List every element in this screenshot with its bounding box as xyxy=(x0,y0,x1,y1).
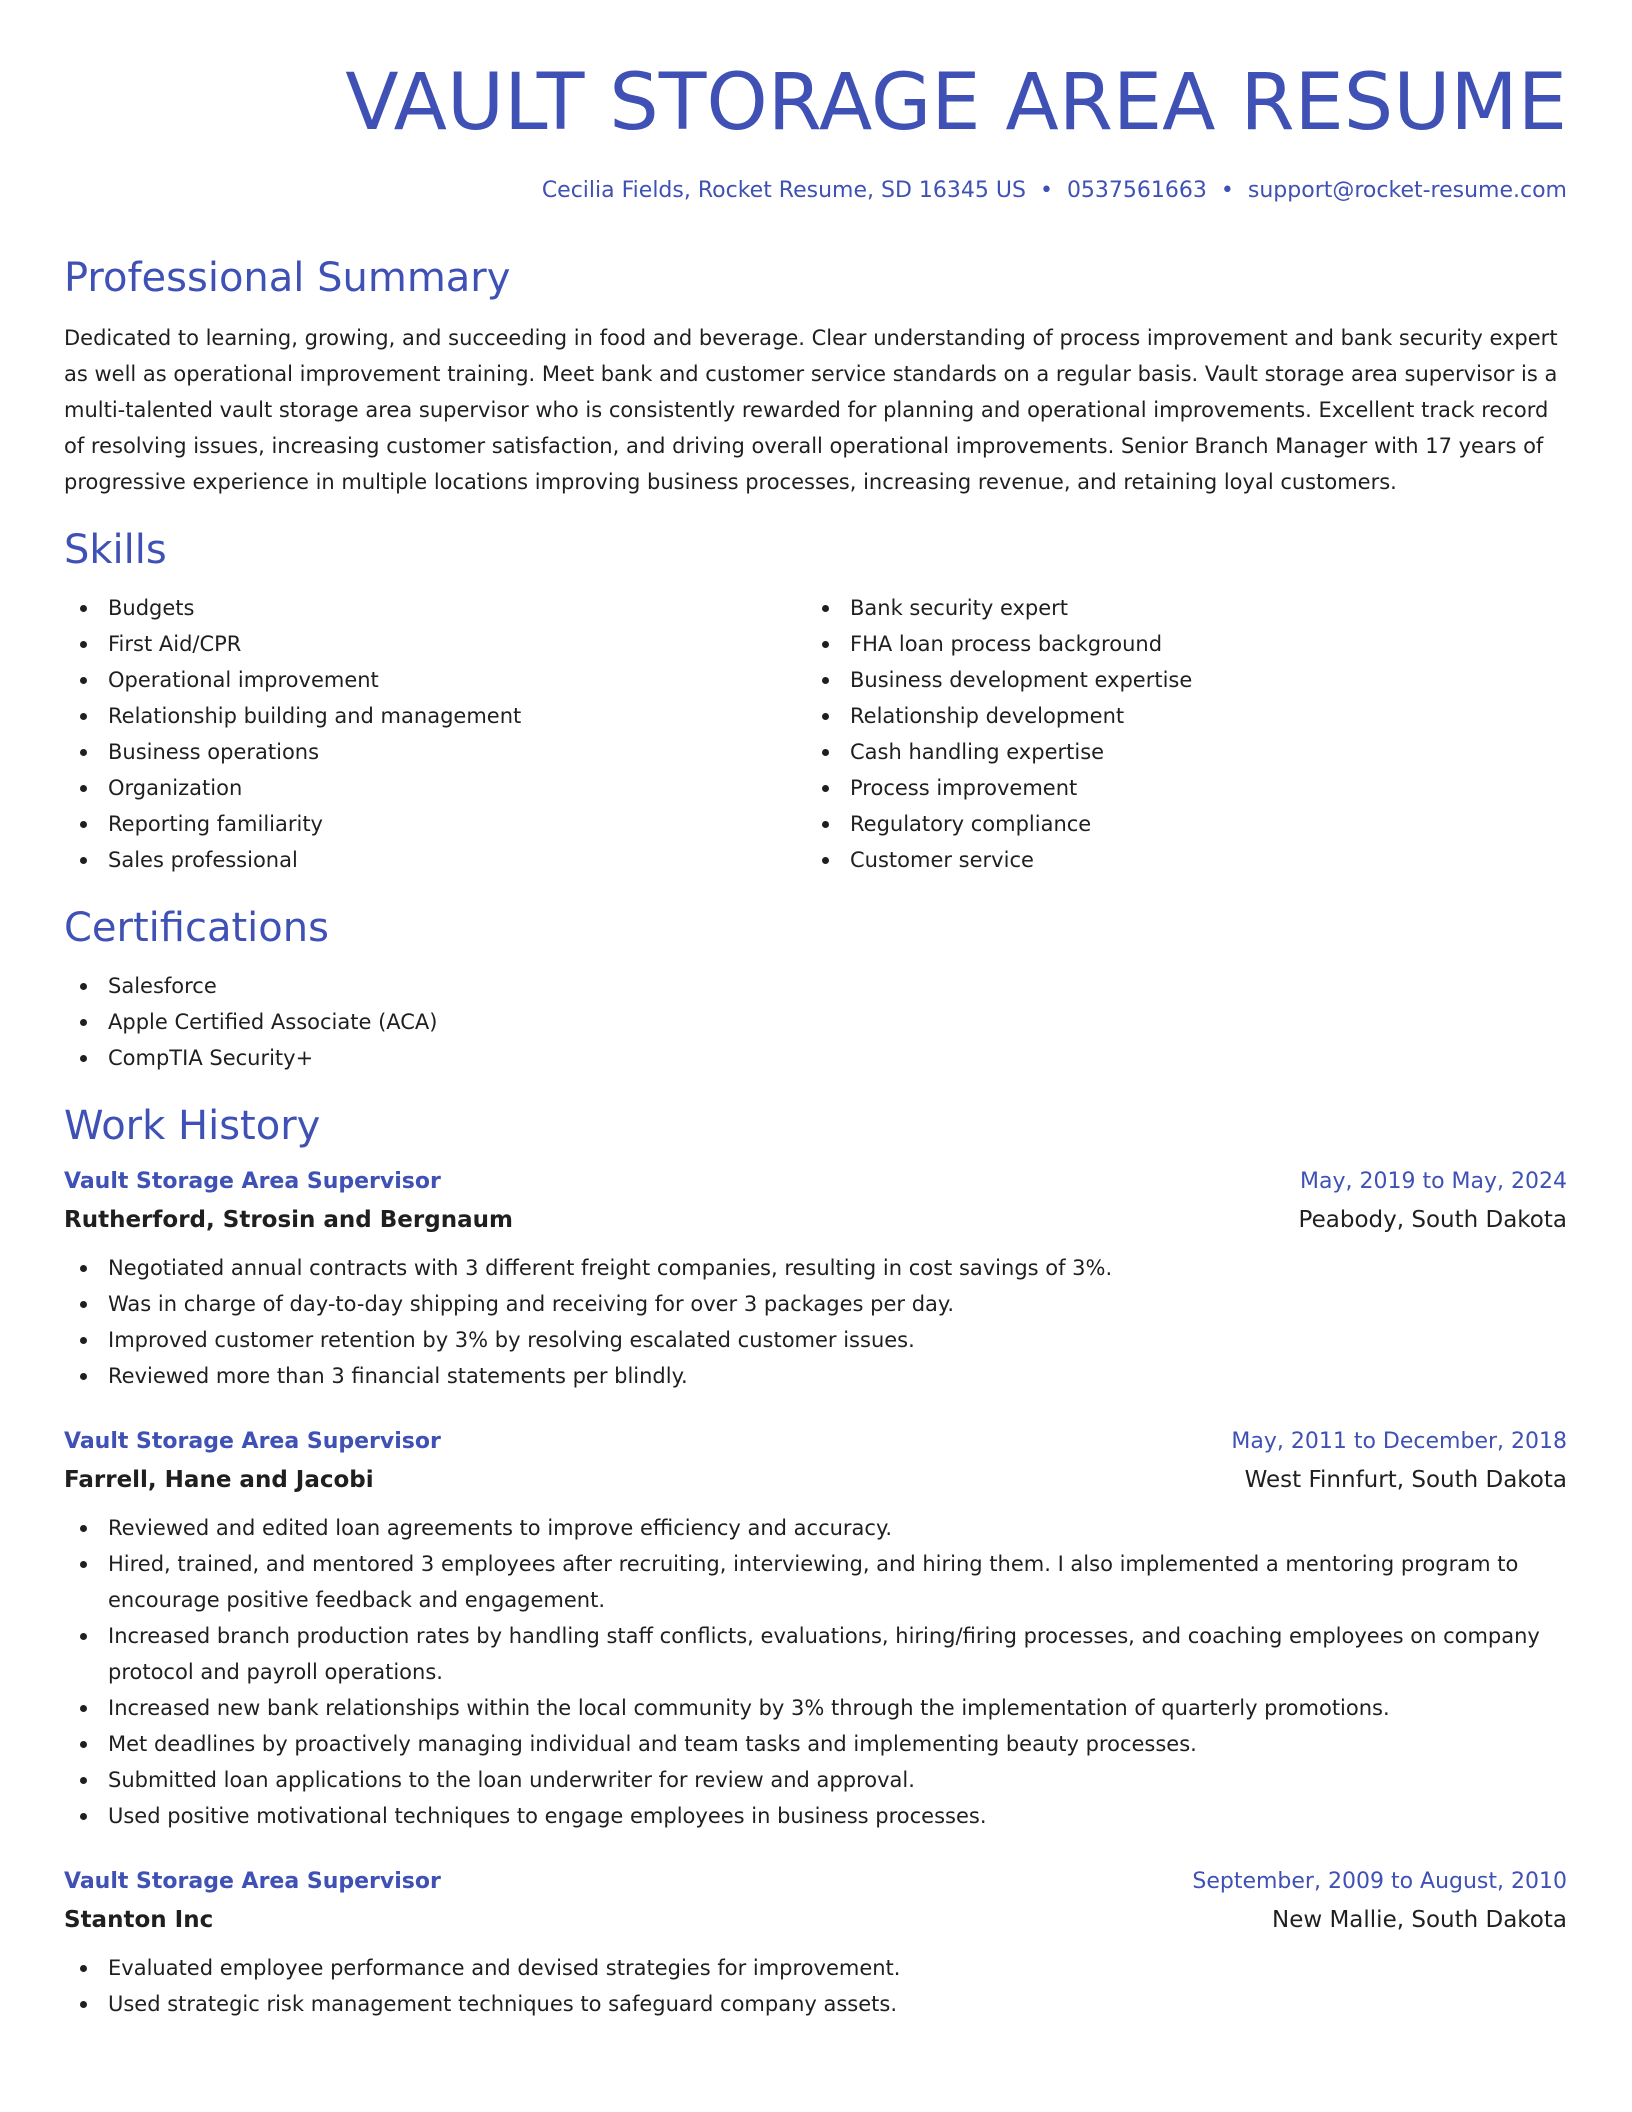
certification-item: CompTIA Security+ xyxy=(64,1040,1567,1076)
job-subheader xyxy=(64,1902,1567,1938)
contact-phone: 0537561663 xyxy=(1066,178,1207,203)
skill-item: First Aid/CPR xyxy=(64,626,806,662)
contact-line xyxy=(64,176,1567,206)
skill-item: Business development expertise xyxy=(806,662,1548,698)
job-bullet: Increased new bank relationships within the local community by 3% through the implementation of quarterly promotions. xyxy=(64,1690,1567,1726)
job-company: Stanton Inc xyxy=(64,1907,214,1933)
job-location: New Mallie, South Dakota xyxy=(1271,1907,1567,1933)
contact-separator: • xyxy=(1220,178,1234,203)
skills-list-right xyxy=(806,590,1548,878)
resume-title: VAULT STORAGE AREA RESUME xyxy=(345,58,1567,148)
job-bullets xyxy=(64,1250,1567,1394)
skill-item: Regulatory compliance xyxy=(806,806,1548,842)
resume-page xyxy=(64,0,1567,2022)
skill-item: Sales professional xyxy=(64,842,806,878)
job-entry xyxy=(64,1426,1567,1834)
job-bullet: Used strategic risk management techniques to safeguard company assets. xyxy=(64,1986,1567,2022)
certification-item: Apple Certified Associate (ACA) xyxy=(64,1004,1567,1040)
summary-text: Dedicated to learning, growing, and succeeding in food and beverage. Clear understanding of process improvement and bank security expert as well as operational improvement training. Meet bank and customer service standards on a regular basis. Vault storage area supervisor is a multi-talented vault storage area supervisor who is consistently rewarded for planning and operational improvements. Excellent track record of resolving issues, increasing customer satisfaction, and driving overall operational improvements. Senior Branch Manager with 17 years of progressive experience in multiple locations improving business processes, increasing revenue, and retaining loyal customers. xyxy=(64,326,1558,494)
certifications-list xyxy=(64,968,1567,1076)
job-header xyxy=(64,1426,1567,1458)
certification-item: Salesforce xyxy=(64,968,1567,1004)
job-bullet: Reviewed more than 3 financial statements per blindly. xyxy=(64,1358,1567,1394)
job-company: Farrell, Hane and Jacobi xyxy=(64,1467,374,1493)
job-entry xyxy=(64,1866,1567,2022)
contact-address: Cecilia Fields, Rocket Resume, SD 16345 US xyxy=(541,178,1026,203)
job-bullet: Was in charge of day-to-day shipping and receiving for over 3 packages per day. xyxy=(64,1286,1567,1322)
job-bullet: Submitted loan applications to the loan underwriter for review and approval. xyxy=(64,1762,1567,1798)
job-bullet: Met deadlines by proactively managing individual and team tasks and implementing beauty processes. xyxy=(64,1726,1567,1762)
job-bullets xyxy=(64,1950,1567,2022)
job-bullet: Hired, trained, and mentored 3 employees after recruiting, interviewing, and hiring them. I also implemented a mentoring program to encourage positive feedback and engagement. xyxy=(64,1546,1567,1618)
summary-section xyxy=(64,254,1567,500)
certifications-section xyxy=(64,904,1567,1076)
job-dates: May, 2019 to May, 2024 xyxy=(1300,1169,1567,1194)
skill-item: Operational improvement xyxy=(64,662,806,698)
skill-item: Reporting familiarity xyxy=(64,806,806,842)
summary-heading: Professional Summary xyxy=(64,255,511,301)
skill-item: Budgets xyxy=(64,590,806,626)
skill-item: Relationship building and management xyxy=(64,698,806,734)
job-header xyxy=(64,1866,1567,1898)
skill-item: Relationship development xyxy=(806,698,1548,734)
job-company: Rutherford, Strosin and Bergnaum xyxy=(64,1207,513,1233)
skills-section xyxy=(64,526,1567,878)
skill-item: Customer service xyxy=(806,842,1548,878)
skills-grid xyxy=(64,590,1567,878)
job-bullet: Increased branch production rates by handling staff conflicts, evaluations, hiring/firing processes, and coaching employees on company protocol and payroll operations. xyxy=(64,1618,1567,1690)
job-bullet: Improved customer retention by 3% by resolving escalated customer issues. xyxy=(64,1322,1567,1358)
skill-item: Organization xyxy=(64,770,806,806)
job-subheader xyxy=(64,1202,1567,1238)
job-dates: September, 2009 to August, 2010 xyxy=(1192,1869,1567,1894)
job-bullet: Evaluated employee performance and devised strategies for improvement. xyxy=(64,1950,1567,1986)
skill-item: Cash handling expertise xyxy=(806,734,1548,770)
skill-item: Bank security expert xyxy=(806,590,1548,626)
contact-email[interactable]: support@rocket-resume.com xyxy=(1247,178,1567,203)
job-title: Vault Storage Area Supervisor xyxy=(64,1169,441,1194)
skill-item: Process improvement xyxy=(806,770,1548,806)
skills-heading: Skills xyxy=(64,527,167,573)
contact-separator: • xyxy=(1039,178,1053,203)
work-history-section xyxy=(64,1102,1567,2022)
job-bullet: Reviewed and edited loan agreements to improve efficiency and accuracy. xyxy=(64,1510,1567,1546)
job-dates: May, 2011 to December, 2018 xyxy=(1231,1429,1567,1454)
skill-item: FHA loan process background xyxy=(806,626,1548,662)
job-location: Peabody, South Dakota xyxy=(1298,1207,1567,1233)
job-header xyxy=(64,1166,1567,1198)
work-history-heading: Work History xyxy=(64,1103,321,1149)
job-entry xyxy=(64,1166,1567,1394)
job-location: West Finnfurt, South Dakota xyxy=(1244,1467,1567,1493)
skill-item: Business operations xyxy=(64,734,806,770)
job-subheader xyxy=(64,1462,1567,1498)
job-bullet: Used positive motivational techniques to engage employees in business processes. xyxy=(64,1798,1567,1834)
job-bullet: Negotiated annual contracts with 3 different freight companies, resulting in cost savings of 3%. xyxy=(64,1250,1567,1286)
job-title: Vault Storage Area Supervisor xyxy=(64,1429,441,1454)
skills-list-left xyxy=(64,590,806,878)
job-title: Vault Storage Area Supervisor xyxy=(64,1869,441,1894)
certifications-heading: Certifications xyxy=(64,905,329,951)
job-bullets xyxy=(64,1510,1567,1834)
